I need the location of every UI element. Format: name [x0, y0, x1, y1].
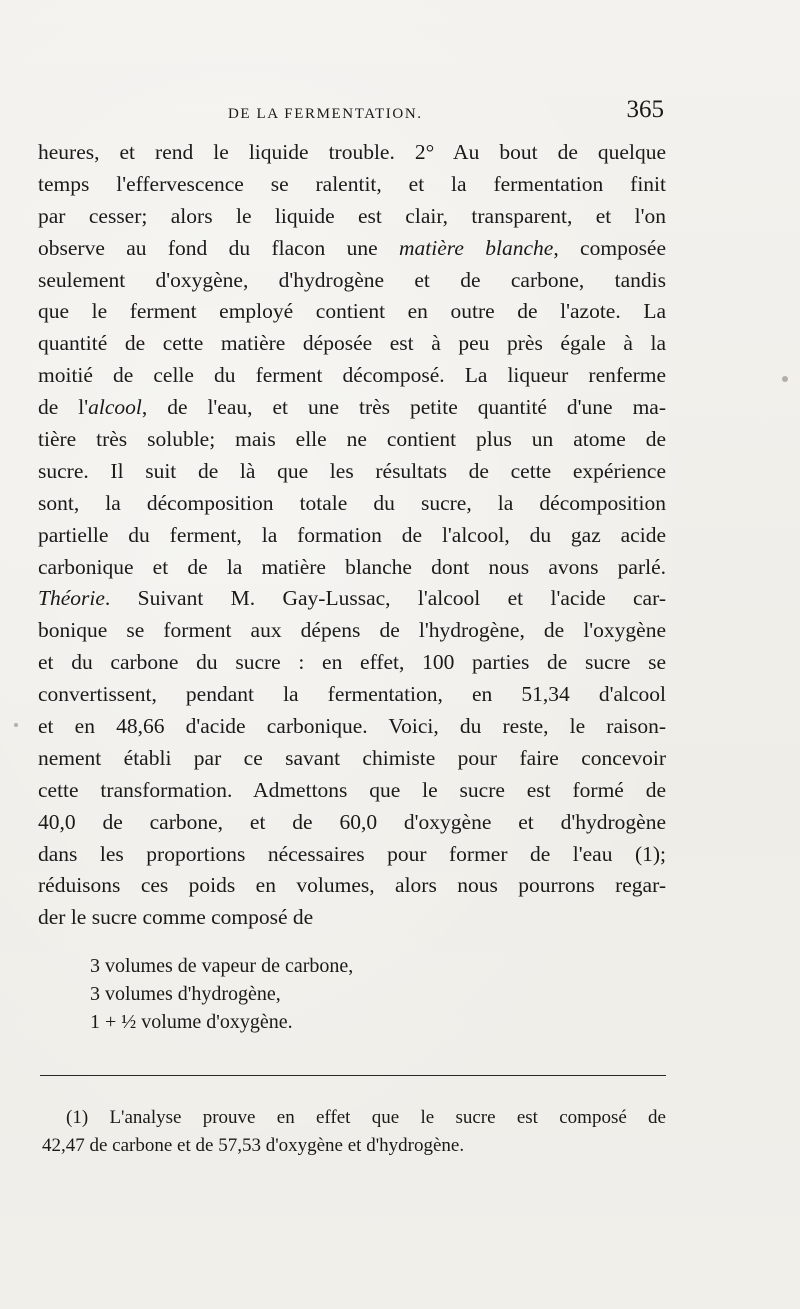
- text-line: convertissent, pendant la fermentation, en 51,34 d'alcool: [38, 682, 666, 707]
- text-line: nement établi par ce savant chimiste pour faire concevoir: [38, 745, 666, 770]
- text-line: sucre. Il suit de là que les résultats de cette expérience: [38, 458, 666, 483]
- footnote: [42, 1104, 666, 1160]
- text-line: cette transformation. Admettons que le sucre est formé de: [38, 777, 666, 802]
- body-text: [38, 137, 666, 934]
- text-line: et du carbone du sucre : en effet, 100 parties de sucre se: [38, 650, 666, 675]
- italic-term: Théorie: [38, 586, 105, 611]
- text-line: bonique se forment aux dépens de l'hydrogène, de l'oxygène: [38, 618, 666, 643]
- text-line: 40,0 de carbone, et de 60,0 d'oxygène et d'hydrogène: [38, 809, 666, 834]
- italic-term: matière blanche: [399, 235, 554, 260]
- text-line: seulement d'oxygène, d'hydrogène et de carbone, tandis: [38, 267, 666, 292]
- paper-speck: [14, 723, 18, 727]
- text-line: Théorie. Suivant M. Gay-Lussac, l'alcool et l'acide car-: [38, 586, 666, 611]
- text-line: par cesser; alors le liquide est clair, transparent, et l'on: [38, 203, 666, 228]
- paper-speck: [782, 376, 788, 382]
- footnote-line: 42,47 de carbone et de 57,53 d'oxygène et d'hydrogène.: [42, 1135, 465, 1156]
- footnote-line: (1) L'analyse prouve en effet que le sucre est composé de: [66, 1107, 666, 1128]
- list-item: 3 volumes de vapeur de carbone,: [90, 955, 354, 977]
- volume-list: [90, 952, 353, 1036]
- text-line: heures, et rend le liquide trouble. 2° Au bout de quelque: [38, 140, 666, 164]
- text-line: tière très soluble; mais elle ne contient plus un atome de: [38, 427, 666, 452]
- text-line: moitié de celle du ferment décomposé. La liqueur renferme: [38, 363, 666, 388]
- text-line: de l'alcool, de l'eau, et une très petite quantité d'une ma-: [38, 395, 666, 420]
- text-line: observe au fond du flacon une matière blanche, composée: [38, 235, 666, 260]
- text-line: sont, la décomposition totale du sucre, la décomposition: [38, 490, 666, 515]
- italic-term: alcool: [88, 395, 142, 420]
- page-header: [38, 96, 664, 132]
- text-line: der le sucre comme composé de: [38, 905, 314, 930]
- text-line: et en 48,66 d'acide carbonique. Voici, du reste, le raison-: [38, 714, 666, 739]
- running-title: DE LA FERMENTATION.: [228, 106, 423, 122]
- text-line: que le ferment employé contient en outre de l'azote. La: [38, 299, 666, 324]
- text-line: dans les proportions nécessaires pour former de l'eau (1);: [38, 841, 666, 866]
- text-line: carbonique et de la matière blanche dont nous avons parlé.: [38, 554, 666, 579]
- page-number: 365: [626, 96, 664, 123]
- list-item: 1 + ½ volume d'oxygène.: [90, 1011, 293, 1033]
- footnote-divider: [40, 1075, 666, 1076]
- text-line: quantité de cette matière déposée est à peu près égale à la: [38, 331, 666, 356]
- list-item: 3 volumes d'hydrogène,: [90, 983, 281, 1005]
- text-line: partielle du ferment, la formation de l'alcool, du gaz acide: [38, 522, 666, 547]
- text-line: temps l'effervescence se ralentit, et la fermentation finit: [38, 171, 666, 196]
- text-line: réduisons ces poids en volumes, alors nous pourrons regar-: [38, 873, 666, 898]
